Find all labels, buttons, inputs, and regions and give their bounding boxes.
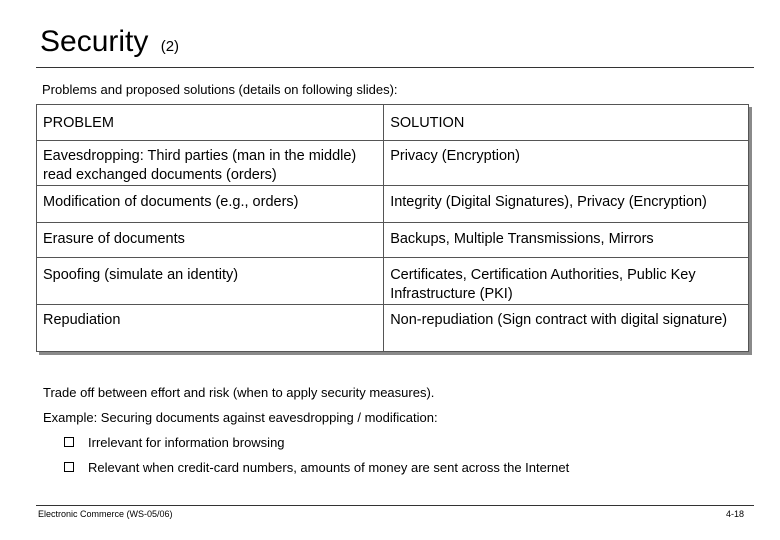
bullet-text: Irrelevant for information browsing bbox=[88, 435, 285, 450]
problem-cell: Spoofing (simulate an identity) bbox=[37, 258, 384, 305]
table-row bbox=[37, 258, 749, 305]
checkbox-square-icon bbox=[64, 462, 74, 472]
table-row bbox=[37, 305, 749, 352]
problem-cell: Modification of documents (e.g., orders) bbox=[37, 186, 384, 223]
header-solution: SOLUTION bbox=[384, 105, 749, 141]
slide-title-sub: (2) bbox=[160, 38, 180, 55]
solution-cell: Integrity (Digital Signatures), Privacy (Encryption) bbox=[384, 186, 749, 223]
table-row bbox=[37, 186, 749, 223]
solution-cell: Privacy (Encryption) bbox=[384, 141, 749, 186]
bullet-text: Relevant when credit-card numbers, amounts of money are sent across the Internet bbox=[88, 460, 570, 475]
table-row bbox=[37, 141, 749, 186]
checkbox-square-icon bbox=[64, 437, 74, 447]
footer-page-number: 4-18 bbox=[725, 509, 744, 519]
slide-title-main: Security bbox=[40, 25, 149, 58]
table-header-row bbox=[37, 105, 749, 141]
header-problem: PROBLEM bbox=[37, 105, 384, 141]
solution-cell: Backups, Multiple Transmissions, Mirrors bbox=[384, 223, 749, 258]
footer-divider bbox=[36, 505, 754, 506]
solution-cell: Certificates, Certification Authorities, Public Key Infrastructure (PKI) bbox=[384, 258, 749, 305]
problem-cell: Erasure of documents bbox=[37, 223, 384, 258]
example-text: Example: Securing documents against eavesdropping / modification: bbox=[43, 410, 438, 425]
tradeoff-text: Trade off between effort and risk (when to apply security measures). bbox=[43, 385, 435, 400]
title-divider bbox=[36, 67, 754, 68]
table-row bbox=[37, 223, 749, 258]
intro-text: Problems and proposed solutions (details on following slides): bbox=[42, 82, 398, 97]
slide-title bbox=[40, 24, 179, 65]
bullet-item bbox=[64, 435, 285, 451]
bullet-item bbox=[64, 460, 569, 476]
footer-course: Electronic Commerce (WS-05/06) bbox=[38, 509, 173, 519]
problem-solution-table bbox=[36, 104, 749, 352]
problem-cell: Eavesdropping: Third parties (man in the middle) read exchanged documents (orders) bbox=[37, 141, 384, 186]
solution-cell: Non-repudiation (Sign contract with digital signature) bbox=[384, 305, 749, 352]
problem-cell: Repudiation bbox=[37, 305, 384, 352]
